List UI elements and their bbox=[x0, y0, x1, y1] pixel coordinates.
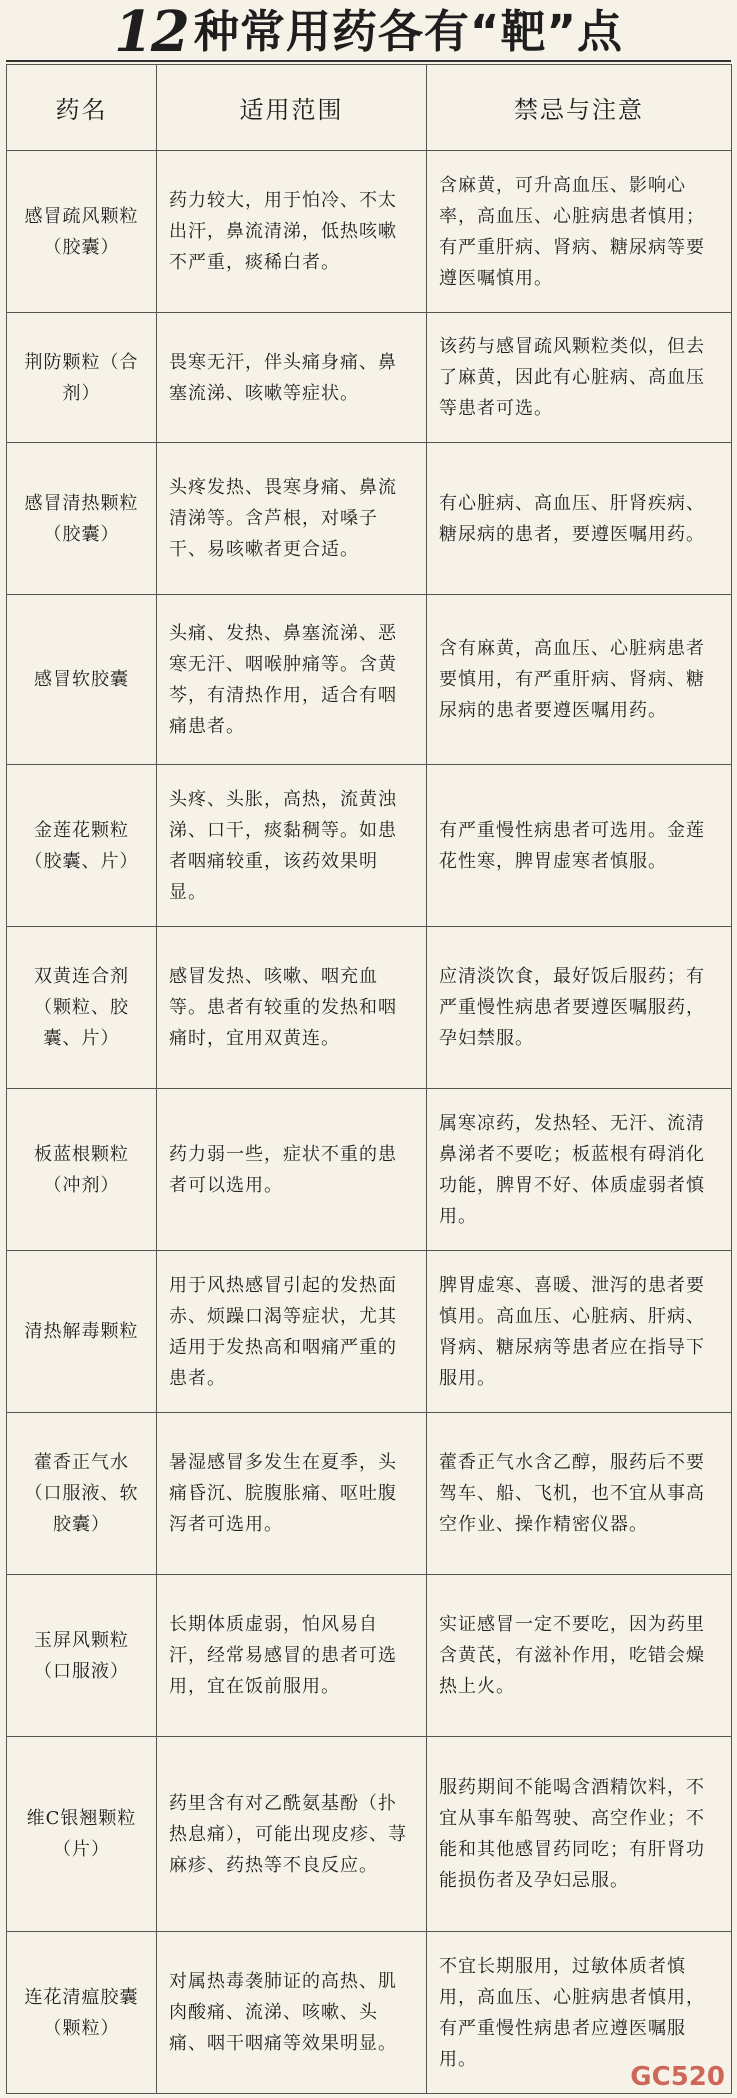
table-row bbox=[7, 313, 732, 443]
drug-name: 清热解毒颗粒 bbox=[7, 1251, 157, 1413]
table-row bbox=[7, 443, 732, 595]
header-caution: 禁忌与注意 bbox=[427, 65, 732, 151]
drug-scope: 药力弱一些，症状不重的患者可以选用。 bbox=[157, 1089, 427, 1251]
watermark: GC520 bbox=[630, 2062, 725, 2092]
drug-name: 双黄连合剂（颗粒、胶囊、片） bbox=[7, 927, 157, 1089]
drug-scope: 头痛、发热、鼻塞流涕、恶寒无汗、咽喉肿痛等。含黄芩，有清热作用，适合有咽痛患者。 bbox=[157, 595, 427, 765]
drug-name: 感冒软胶囊 bbox=[7, 595, 157, 765]
header-scope: 适用范围 bbox=[157, 65, 427, 151]
drug-name: 板蓝根颗粒（冲剂） bbox=[7, 1089, 157, 1251]
drug-caution: 属寒凉药，发热轻、无汗、流清鼻涕者不要吃；板蓝根有碍消化功能，脾胃不好、体质虚弱者慎用。 bbox=[427, 1089, 732, 1251]
title-number: 12 bbox=[113, 0, 188, 65]
table-header-row bbox=[7, 65, 732, 151]
table-row bbox=[7, 595, 732, 765]
drug-caution: 含有麻黄，高血压、心脏病患者要慎用，有严重肝病、肾病、糖尿病的患者要遵医嘱用药。 bbox=[427, 595, 732, 765]
drug-name: 感冒清热颗粒（胶囊） bbox=[7, 443, 157, 595]
medicine-table bbox=[6, 64, 732, 2094]
drug-scope: 畏寒无汗，伴头痛身痛、鼻塞流涕、咳嗽等症状。 bbox=[157, 313, 427, 443]
drug-name: 感冒疏风颗粒（胶囊） bbox=[7, 151, 157, 313]
drug-caution: 藿香正气水含乙醇，服药后不要驾车、船、飞机，也不宜从事高空作业、操作精密仪器。 bbox=[427, 1413, 732, 1575]
drug-scope: 用于风热感冒引起的发热面赤、烦躁口渴等症状，尤其适用于发热高和咽痛严重的患者。 bbox=[157, 1251, 427, 1413]
drug-caution: 含麻黄，可升高血压、影响心率，高血压、心脏病患者慎用；有严重肝病、肾病、糖尿病等要遵医嘱慎用。 bbox=[427, 151, 732, 313]
title-text: 种常用药各有“靶”点 bbox=[193, 5, 624, 58]
drug-caution: 实证感冒一定不要吃，因为药里含黄芪，有滋补作用，吃错会燥热上火。 bbox=[427, 1575, 732, 1737]
drug-name: 玉屏风颗粒（口服液） bbox=[7, 1575, 157, 1737]
drug-name: 金莲花颗粒（胶囊、片） bbox=[7, 765, 157, 927]
table-row bbox=[7, 1575, 732, 1737]
drug-scope: 对属热毒袭肺证的高热、肌肉酸痛、流涕、咳嗽、头痛、咽干咽痛等效果明显。 bbox=[157, 1932, 427, 2094]
header-drug-name: 药名 bbox=[7, 65, 157, 151]
drug-scope: 感冒发热、咳嗽、咽充血等。患者有较重的发热和咽痛时，宜用双黄连。 bbox=[157, 927, 427, 1089]
drug-scope: 药力较大，用于怕冷、不太出汗，鼻流清涕，低热咳嗽不严重，痰稀白者。 bbox=[157, 151, 427, 313]
drug-caution: 不宜长期服用，过敏体质者慎用，高血压、心脏病患者慎用，有严重慢性病患者应遵医嘱服用。 bbox=[427, 1932, 732, 2094]
table-row bbox=[7, 151, 732, 313]
drug-scope: 暑湿感冒多发生在夏季，头痛昏沉、脘腹胀痛、呕吐腹泻者可选用。 bbox=[157, 1413, 427, 1575]
drug-scope: 头疼发热、畏寒身痛、鼻流清涕等。含芦根，对嗓子干、易咳嗽者更合适。 bbox=[157, 443, 427, 595]
drug-caution: 有心脏病、高血压、肝肾疾病、糖尿病的患者，要遵医嘱用药。 bbox=[427, 443, 732, 595]
drug-caution: 服药期间不能喝含酒精饮料，不宜从事车船驾驶、高空作业；不能和其他感冒药同吃；有肝肾功能损伤者及孕妇忌服。 bbox=[427, 1737, 732, 1932]
drug-name: 荆防颗粒（合剂） bbox=[7, 313, 157, 443]
table-row bbox=[7, 927, 732, 1089]
drug-caution: 该药与感冒疏风颗粒类似，但去了麻黄，因此有心脏病、高血压等患者可选。 bbox=[427, 313, 732, 443]
drug-caution: 应清淡饮食，最好饭后服药；有严重慢性病患者要遵医嘱服药，孕妇禁服。 bbox=[427, 927, 732, 1089]
page-title bbox=[6, 0, 731, 65]
drug-caution: 脾胃虚寒、喜暖、泄泻的患者要慎用。高血压、心脏病、肝病、肾病、糖尿病等患者应在指导下服用。 bbox=[427, 1251, 732, 1413]
table-row bbox=[7, 1737, 732, 1932]
drug-name: 维C银翘颗粒（片） bbox=[7, 1737, 157, 1932]
drug-scope: 头疼、头胀，高热，流黄浊涕、口干，痰黏稠等。如患者咽痛较重，该药效果明显。 bbox=[157, 765, 427, 927]
table-row bbox=[7, 1089, 732, 1251]
drug-scope: 长期体质虚弱，怕风易自汗，经常易感冒的患者可选用，宜在饭前服用。 bbox=[157, 1575, 427, 1737]
drug-scope: 药里含有对乙酰氨基酚（扑热息痛），可能出现皮疹、荨麻疹、药热等不良反应。 bbox=[157, 1737, 427, 1932]
table-row bbox=[7, 1932, 732, 2094]
table-row bbox=[7, 1251, 732, 1413]
drug-name: 连花清瘟胶囊（颗粒） bbox=[7, 1932, 157, 2094]
table-row bbox=[7, 1413, 732, 1575]
table-row bbox=[7, 765, 732, 927]
drug-name: 藿香正气水（口服液、软胶囊） bbox=[7, 1413, 157, 1575]
drug-caution: 有严重慢性病患者可选用。金莲花性寒，脾胃虚寒者慎服。 bbox=[427, 765, 732, 927]
